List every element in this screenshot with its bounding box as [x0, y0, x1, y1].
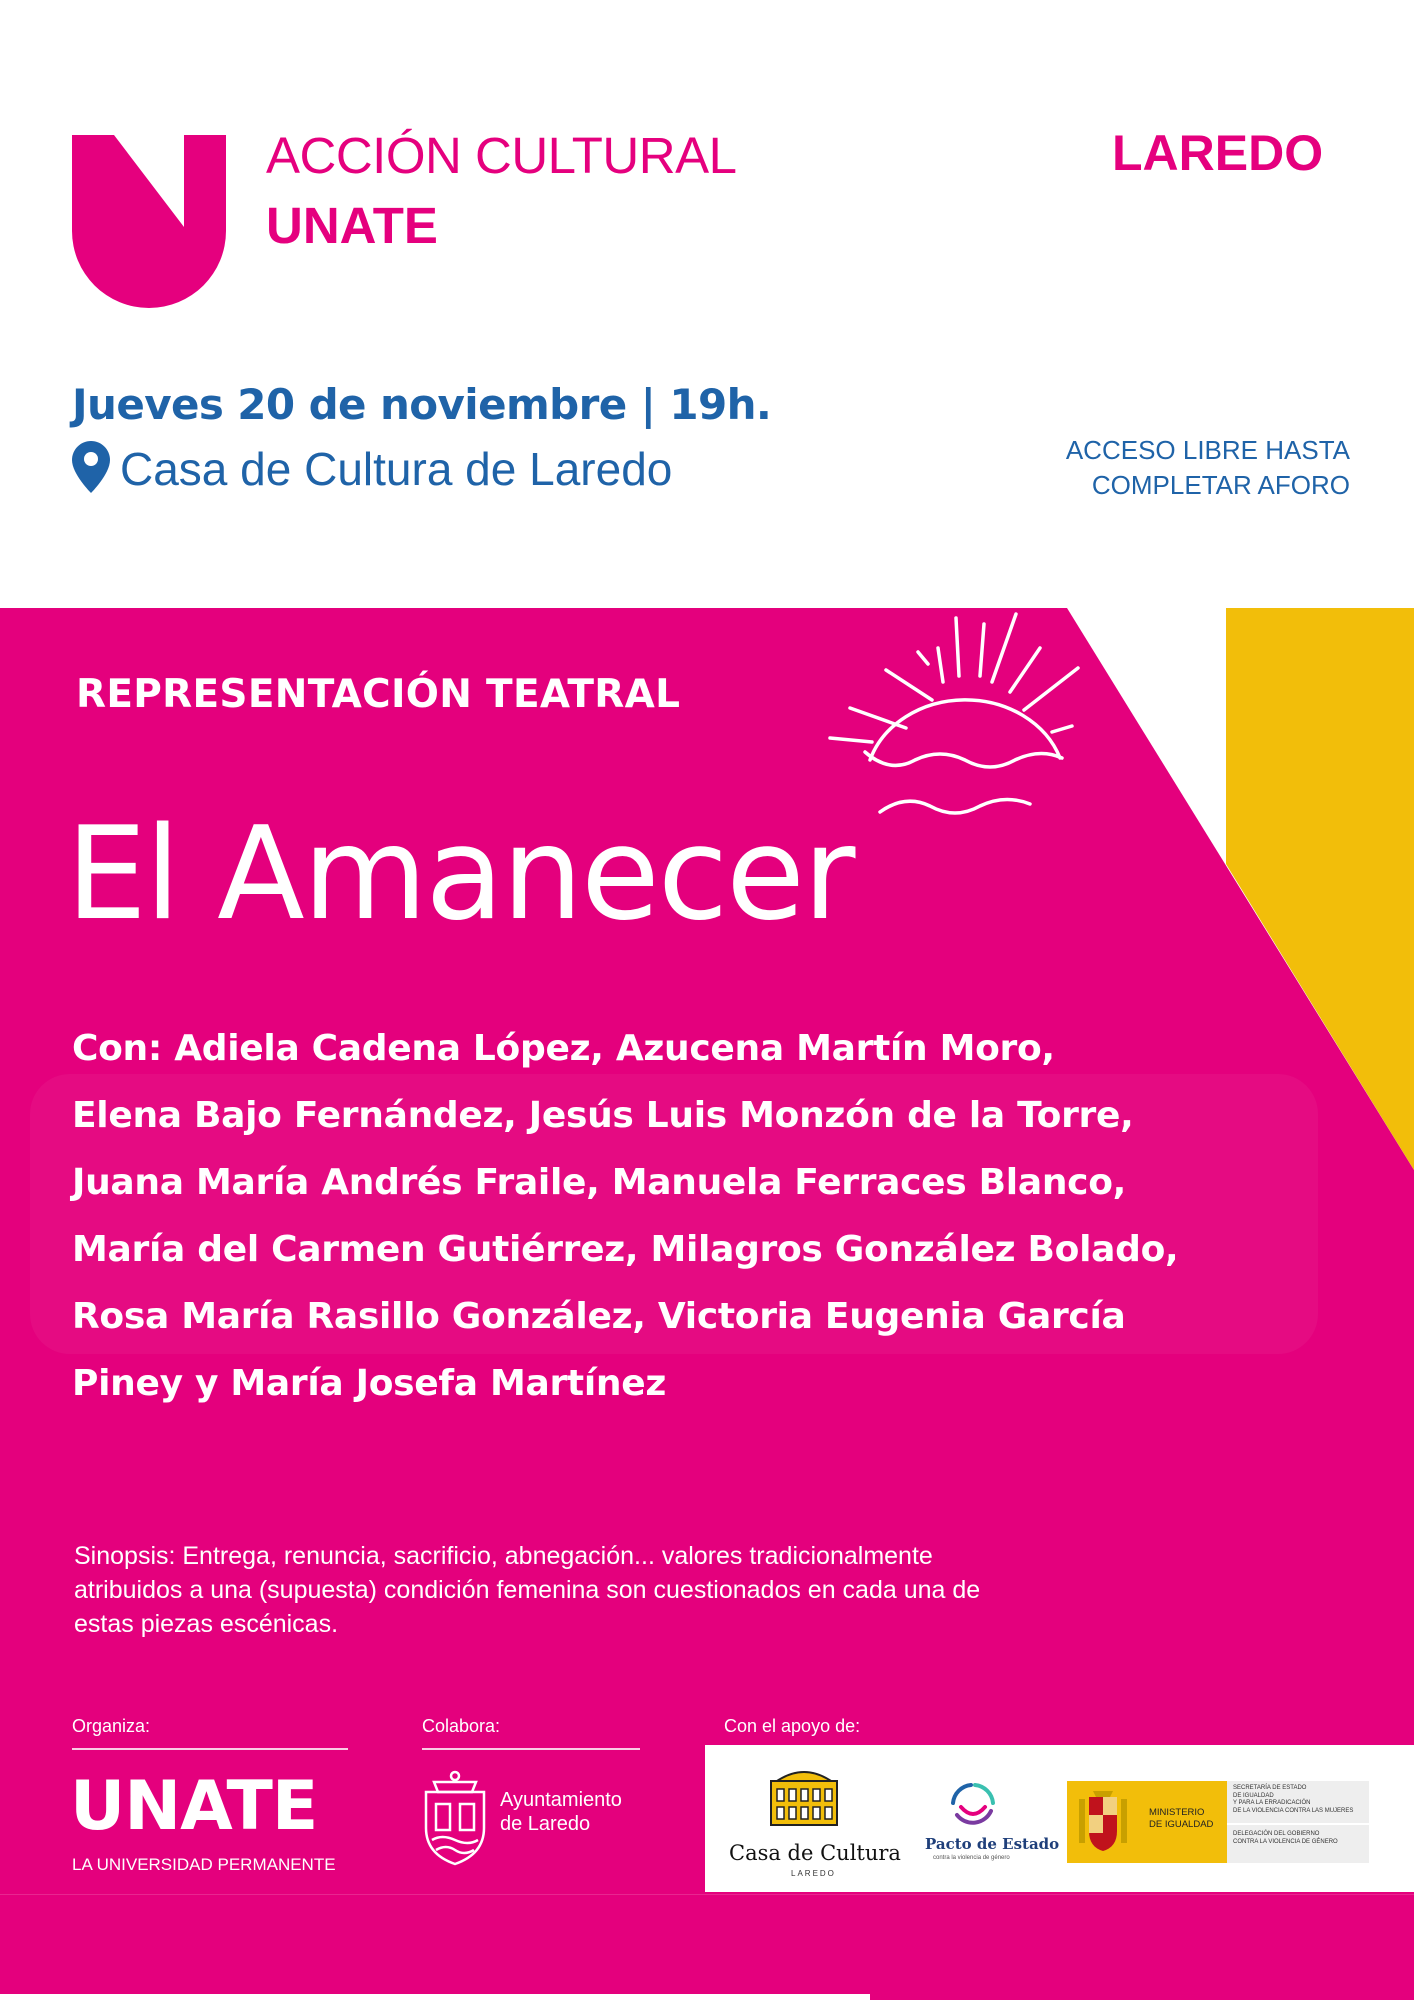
show-title: El Amanecer	[66, 800, 854, 949]
delegacion-line: DELEGACIÓN DEL GOBIERNO	[1233, 1831, 1320, 1837]
secretaria-line: Y PARA LA ERRADICACIÓN	[1233, 1800, 1311, 1806]
unate-logo: UNATE	[70, 1767, 318, 1846]
cast-line: Con: Adiela Cadena López, Azucena Martín Moro,	[72, 1028, 1055, 1069]
secretaria-line: DE LA VIOLENCIA CONTRA LAS MUJERES	[1233, 1807, 1354, 1814]
event-venue: Casa de Cultura de Laredo	[120, 443, 673, 495]
ayuntamiento-name	[500, 1788, 622, 1836]
pacto-estado-sub: contra la violencia de género	[933, 1855, 1010, 1861]
pacto-estado-icon	[945, 1781, 1001, 1831]
synopsis	[74, 1539, 980, 1641]
apoyo-label: Con el apoyo de:	[724, 1716, 861, 1736]
laredo-crest-icon	[422, 1768, 488, 1868]
ministerio-block	[1067, 1781, 1227, 1863]
secretaria-line: SECRETARÍA DE ESTADO	[1233, 1785, 1307, 1791]
delegacion-line: CONTRA LA VIOLENCIA DE GÉNERO	[1233, 1838, 1338, 1845]
casa-cultura-name: Casa de Cultura	[729, 1841, 901, 1865]
colabora-divider	[422, 1748, 640, 1750]
event-date-time: Jueves 20 de noviembre | 19h.	[72, 380, 772, 429]
cast-line: María del Carmen Gutiérrez, Milagros González Bolado,	[72, 1229, 1179, 1270]
ministerio-line1: MINISTERIO	[1149, 1807, 1205, 1818]
access-note-line1: ACCESO LIBRE HASTA	[1065, 435, 1350, 465]
secretaria-divider	[1227, 1823, 1369, 1825]
synopsis-line: estas piezas escénicas.	[74, 1610, 339, 1638]
organiza-label: Organiza:	[72, 1716, 151, 1736]
casa-cultura-building-icon	[767, 1763, 841, 1827]
ministerio-name	[1149, 1807, 1213, 1831]
bottom-band	[0, 1894, 1414, 1895]
header-title-line1: ACCIÓN CULTURAL	[266, 127, 737, 184]
pacto-estado-name: Pacto de Estado	[925, 1835, 1060, 1853]
synopsis-line: atribuidos a una (supuesta) condición femenina son cuestionados en cada una de	[74, 1576, 981, 1604]
synopsis-line: Sinopsis: Entrega, renuncia, sacrificio, abnegación... valores tradicionalmente	[74, 1542, 933, 1570]
cast-line: Rosa María Rasillo González, Victoria Eugenia García	[72, 1296, 1126, 1337]
colabora-label: Colabora:	[422, 1716, 501, 1736]
location-pin-icon	[72, 441, 110, 493]
casa-cultura-sub: LAREDO	[791, 1869, 836, 1878]
ayuntamiento-line2: de Laredo	[500, 1813, 591, 1835]
cast-line: Piney y María Josefa Martínez	[72, 1363, 666, 1404]
cast-line: Juana María Andrés Fraile, Manuela Ferraces Blanco,	[72, 1162, 1127, 1203]
secretaria-block	[1227, 1781, 1369, 1863]
support-logos	[705, 1745, 1414, 1892]
delegacion-text	[1233, 1831, 1338, 1846]
header-title-line2: UNATE	[266, 197, 438, 254]
cast-line: Elena Bajo Fernández, Jesús Luis Monzón de la Torre,	[72, 1095, 1134, 1136]
secretaria-line: DE IGUALDAD	[1233, 1792, 1274, 1799]
secretaria-text	[1233, 1785, 1353, 1815]
access-note-line2: COMPLETAR AFORO	[1091, 470, 1350, 500]
bottom-edge	[0, 1994, 870, 2000]
sunrise-icon	[820, 608, 1110, 838]
cast-list	[72, 1028, 1178, 1430]
ministerio-line2: DE IGUALDAD	[1149, 1819, 1214, 1830]
organiza-divider	[72, 1748, 348, 1750]
city-label: LAREDO	[1112, 125, 1324, 181]
unate-u-logo	[72, 135, 226, 308]
unate-logo-subtitle: LA UNIVERSIDAD PERMANENTE	[72, 1855, 336, 1874]
coat-of-arms-icon	[1075, 1789, 1131, 1855]
show-category: REPRESENTACIÓN TEATRAL	[76, 672, 681, 717]
ayuntamiento-line1: Ayuntamiento	[500, 1789, 622, 1811]
access-note	[1066, 433, 1350, 503]
